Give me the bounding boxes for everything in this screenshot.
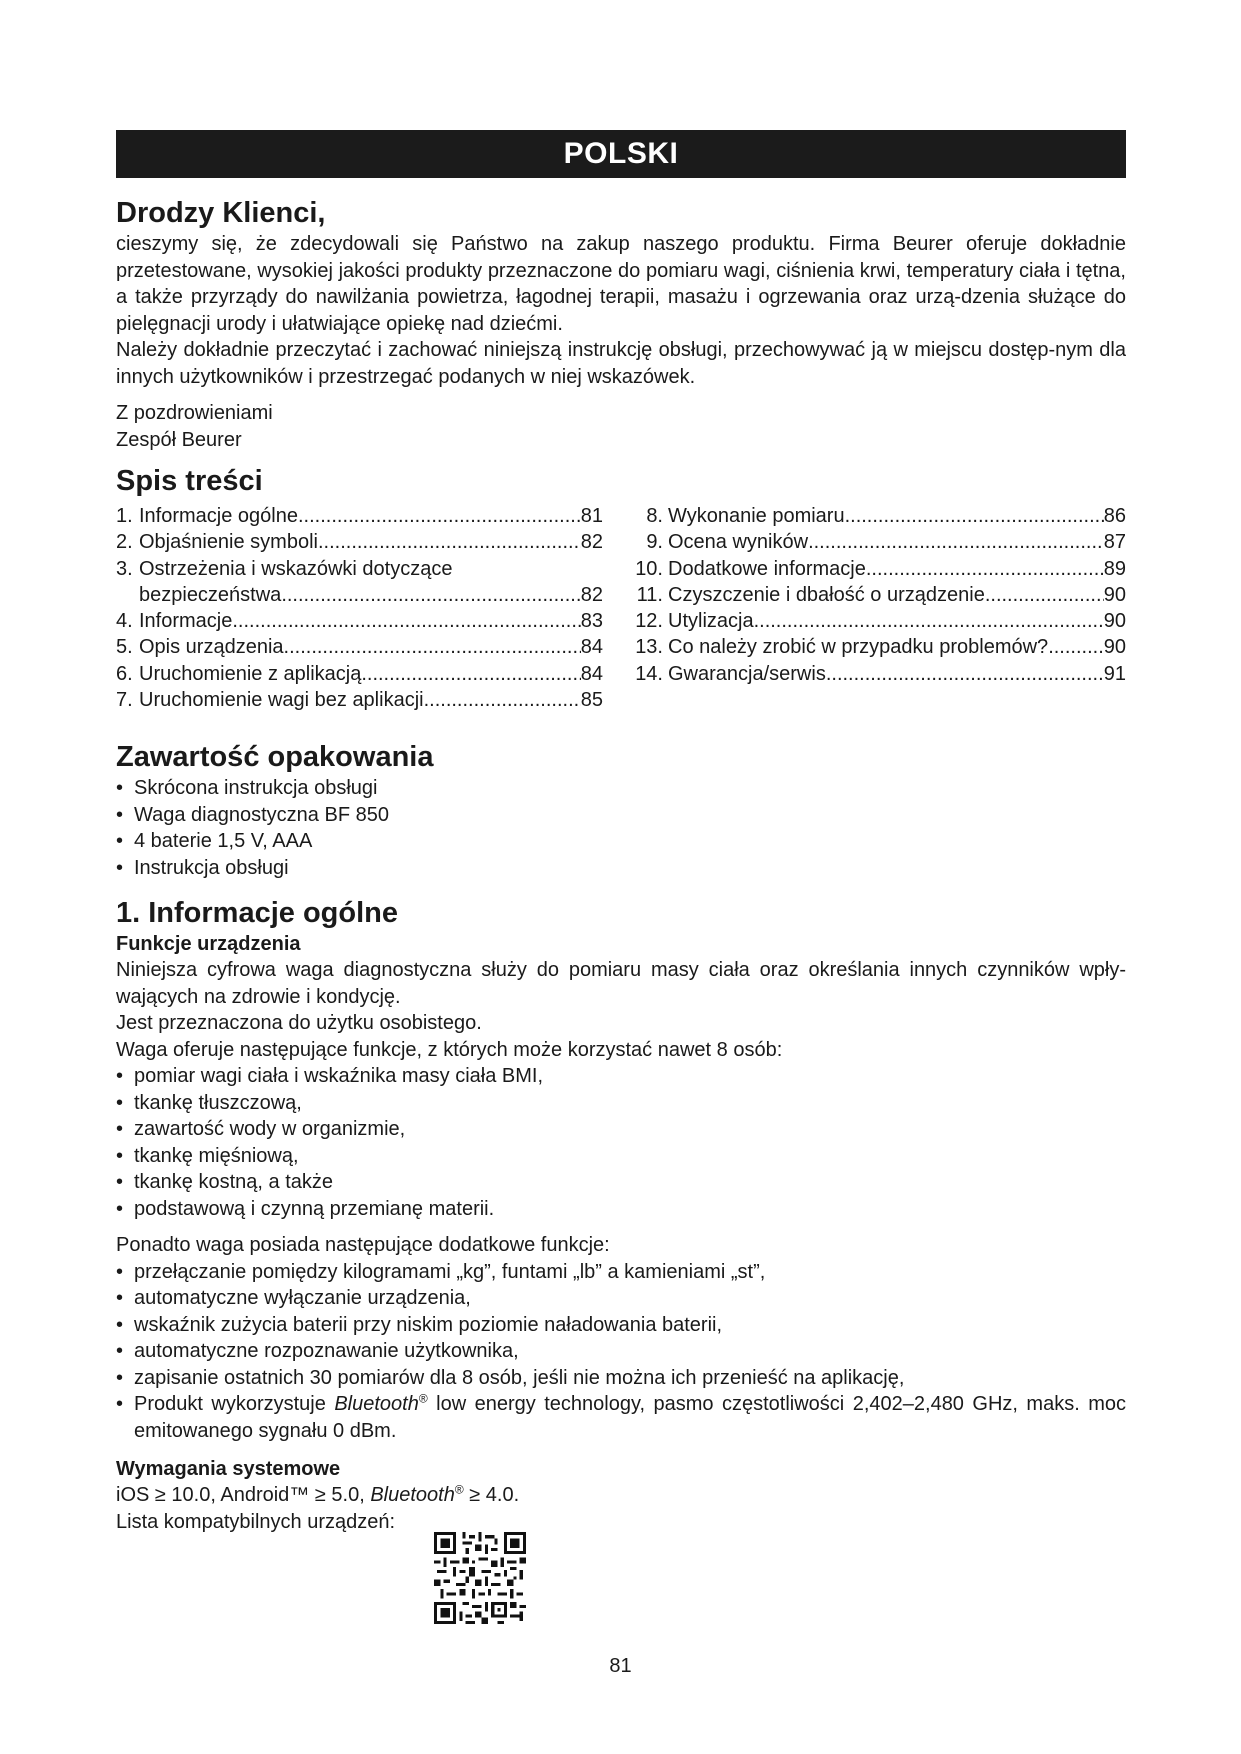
package-contents-section — [116, 739, 1126, 881]
list-item: • wskaźnik zużycia baterii przy niskim poziomie naładowania baterii, — [116, 1312, 1126, 1339]
toc-entry-page: 87 — [1103, 531, 1126, 554]
toc-entry-number: 1. — [116, 505, 133, 527]
package-contents-title: Zawartość opakowania — [116, 741, 434, 774]
greeting-signature: Zespół Beurer — [116, 428, 242, 451]
toc-entry-page: 89 — [1103, 557, 1126, 580]
list-item: • automatyczne wyłączanie urządzenia, — [116, 1285, 1126, 1312]
toc-entry[interactable] — [632, 608, 1126, 634]
toc-leader-dots — [754, 608, 1104, 634]
general-info-section — [116, 895, 1126, 1535]
toc-leader-dots — [826, 661, 1104, 687]
toc-entry[interactable] — [116, 529, 603, 555]
toc-entry-page: 90 — [1103, 583, 1126, 606]
toc-entry-page: 86 — [1103, 505, 1126, 527]
list-item: • 4 baterie 1,5 V, AAA — [116, 828, 1126, 855]
subsection-title-requirements: Wymagania systemowe — [116, 1458, 341, 1481]
bluetooth-prefix: Produkt wykorzystuje — [134, 1393, 335, 1416]
toc-entry-page: 81 — [580, 505, 603, 527]
toc-leader-dots — [281, 582, 580, 608]
toc-entry[interactable] — [116, 556, 603, 582]
toc-entry[interactable] — [632, 661, 1126, 687]
page-number: 81 — [609, 1655, 632, 1677]
requirements-prefix: iOS ≥ 10.0, Android™ ≥ 5.0, — [116, 1484, 371, 1507]
toc-entry-continuation[interactable] — [116, 582, 603, 608]
list-item: • tkankę mięśniową, — [116, 1143, 1126, 1170]
toc-leader-dots — [284, 634, 581, 660]
toc-entry-page: 84 — [580, 662, 603, 685]
toc-entry-title: Dodatkowe informacje — [668, 557, 866, 580]
toc-entry-page: 83 — [580, 610, 603, 633]
toc-leader-dots — [808, 529, 1104, 555]
toc-entry-title: Wykonanie pomiaru — [668, 505, 845, 527]
list-item: • podstawową i czynną przemianę materii. — [116, 1196, 1126, 1223]
list-item: • przełączanie pomiędzy kilogramami „kg”, funtami „lb” a kamieniami „st”, — [116, 1259, 1126, 1286]
bluetooth-brand: Bluetooth — [370, 1484, 455, 1507]
greeting-paragraph-2: Należy dokładnie przeczytać i zachować niniejszą instrukcję obsługi, przechowywać ją w miejscu dostęp-nym dla innych użytkowników i przestrzegać podanych w niej wskazówek. — [116, 339, 1126, 388]
toc-entry-title: Informacje ogólne — [139, 505, 298, 527]
toc-entry-number: 6. — [116, 662, 133, 685]
greeting-closing: Z pozdrowieniami — [116, 402, 273, 424]
qr-code-icon[interactable] — [434, 1532, 526, 1624]
toc-entry-title: Ocena wyników — [668, 531, 809, 554]
bluetooth-brand: Bluetooth — [334, 1393, 419, 1416]
toc-entry-number: 8. — [646, 505, 663, 527]
list-item: • Skrócona instrukcja obsługi — [116, 775, 1126, 802]
toc-entry-page: 90 — [1103, 636, 1126, 659]
toc-entry-page: 91 — [1103, 662, 1126, 685]
toc-entry[interactable] — [116, 634, 603, 660]
toc-leader-dots — [866, 556, 1104, 582]
list-item: • Waga diagnostyczna BF 850 — [116, 802, 1126, 829]
requirements-suffix: ≥ 4.0. — [463, 1484, 520, 1507]
bluetooth-details: low energy technology, pasmo częstotliwości 2,402–2,480 GHz, maks. moc emitowanego sygnału 0 dBm. — [134, 1393, 1126, 1442]
toc-leader-dots — [424, 687, 581, 713]
toc-entry[interactable] — [116, 661, 603, 687]
intro-paragraph: Niniejsza cyfrowa waga diagnostyczna służy do pomiaru masy ciała oraz określania innych czynników wpły-wających na zdrowie i kondycję. — [116, 959, 1126, 1008]
extras-intro: Ponadto waga posiada następujące dodatkowe funkcje: — [116, 1234, 610, 1257]
functions-intro: Waga oferuje następujące funkcje, z których może korzystać nawet 8 osób: — [116, 1038, 783, 1061]
toc-entry-page: 90 — [1103, 610, 1126, 633]
toc-entry-title: Informacje — [139, 610, 233, 633]
compatible-devices-label: Lista kompatybilnych urządzeń: — [116, 1510, 396, 1533]
toc-entry-title: Gwarancja/serwis — [668, 662, 826, 685]
list-item: • zawartość wody w organizmie, — [116, 1116, 1126, 1143]
functions-list — [116, 1063, 1126, 1222]
toc-entry[interactable] — [632, 582, 1126, 608]
extras-list — [116, 1259, 1126, 1445]
toc-entry[interactable] — [632, 503, 1126, 529]
list-item-bluetooth — [116, 1391, 1126, 1444]
toc-entry-page: 82 — [580, 583, 603, 606]
registered-mark: ® — [454, 1482, 464, 1497]
toc-table — [116, 503, 1126, 713]
toc-entry[interactable] — [632, 634, 1126, 660]
toc-entry-title-cont: bezpieczeństwa — [139, 583, 282, 606]
manual-page — [116, 130, 1126, 1535]
toc-entry-title: Uruchomienie wagi bez aplikacji — [139, 689, 424, 712]
greeting-section — [116, 195, 1126, 453]
list-item: • tkankę kostną, a także — [116, 1169, 1126, 1196]
toc-column-left — [116, 503, 603, 713]
toc-leader-dots — [845, 503, 1104, 529]
toc-leader-dots — [361, 661, 580, 687]
list-item: • automatyczne rozpoznawanie użytkownika, — [116, 1338, 1126, 1365]
list-item: • pomiar wagi ciała i wskaźnika masy ciała BMI, — [116, 1063, 1126, 1090]
toc-column-right — [632, 503, 1126, 713]
toc-entry-number: 7. — [116, 689, 133, 712]
toc-entry-number: 5. — [116, 636, 133, 659]
toc-leader-dots — [318, 529, 581, 555]
toc-entry-number: 9. — [646, 531, 663, 554]
toc-entry-number: 13. — [635, 636, 663, 659]
subsection-title-functions: Funkcje urządzenia — [116, 933, 301, 956]
system-requirements — [116, 1482, 1126, 1509]
toc-entry-title: Uruchomienie z aplikacją — [139, 662, 362, 685]
toc-entry[interactable] — [116, 608, 603, 634]
greeting-paragraph-1: cieszymy się, że zdecydowali się Państwo na zakup naszego produktu. Firma Beurer oferuje dokładnie przetestowane, wysokiej jakości produkty przeznaczone do pomiaru wagi, ciśnienia krwi, temperatury ciała i tętna, a także przyrządy do nawilżania powietrza, łagodnej terapii, masażu i ogrzewania oraz urzą-dzenia służące do pielęgnacji urody i ułatwiające opiekę nad dziećmi. — [116, 233, 1126, 335]
toc-leader-dots — [1048, 634, 1104, 660]
toc-entry-title: Ostrzeżenia i wskazówki dotyczące — [139, 557, 453, 580]
toc-entry-title: Utylizacja — [668, 610, 754, 633]
toc-leader-dots — [298, 503, 581, 529]
list-item: • tkankę tłuszczową, — [116, 1090, 1126, 1117]
toc-leader-dots — [985, 582, 1104, 608]
toc-entry-number: 14. — [635, 662, 663, 685]
list-item: • Instrukcja obsługi — [116, 855, 1126, 882]
section-title: 1. Informacje ogólne — [116, 897, 398, 930]
toc-leader-dots — [232, 608, 580, 634]
toc-entry[interactable] — [116, 503, 603, 529]
toc-entry-title: Co należy zrobić w przypadku problemów? — [668, 636, 1049, 659]
greeting-title: Drodzy Klienci, — [116, 197, 326, 229]
toc-entry-number: 11. — [636, 583, 663, 606]
toc-entry-number: 2. — [116, 531, 133, 554]
toc-entry-number: 4. — [116, 610, 133, 633]
package-contents-list — [116, 775, 1126, 881]
toc-entry-number: 3. — [116, 557, 133, 580]
toc-entry-page: 85 — [580, 689, 603, 712]
personal-use-paragraph: Jest przeznaczona do użytku osobistego. — [116, 1012, 482, 1035]
registered-mark: ® — [418, 1391, 428, 1406]
toc-entry-page: 82 — [580, 531, 603, 554]
toc-entry[interactable] — [632, 529, 1126, 555]
toc-entry-title: Czyszczenie i dbałość o urządzenie — [668, 583, 985, 606]
toc-entry-page: 84 — [580, 636, 603, 659]
toc-entry-number: 12. — [635, 610, 663, 633]
toc-entry-number: 10. — [635, 557, 663, 580]
toc-entry-title: Objaśnienie symboli — [139, 531, 318, 554]
toc-entry-title: Opis urządzenia — [139, 636, 284, 659]
toc-entry[interactable] — [116, 687, 603, 713]
toc-title: Spis treści — [116, 465, 263, 497]
toc-section — [116, 463, 1126, 713]
language-banner: POLSKI — [116, 130, 1126, 178]
list-item: • zapisanie ostatnich 30 pomiarów dla 8 osób, jeśli nie można ich przenieść na aplikację, — [116, 1365, 1126, 1392]
toc-entry[interactable] — [632, 556, 1126, 582]
